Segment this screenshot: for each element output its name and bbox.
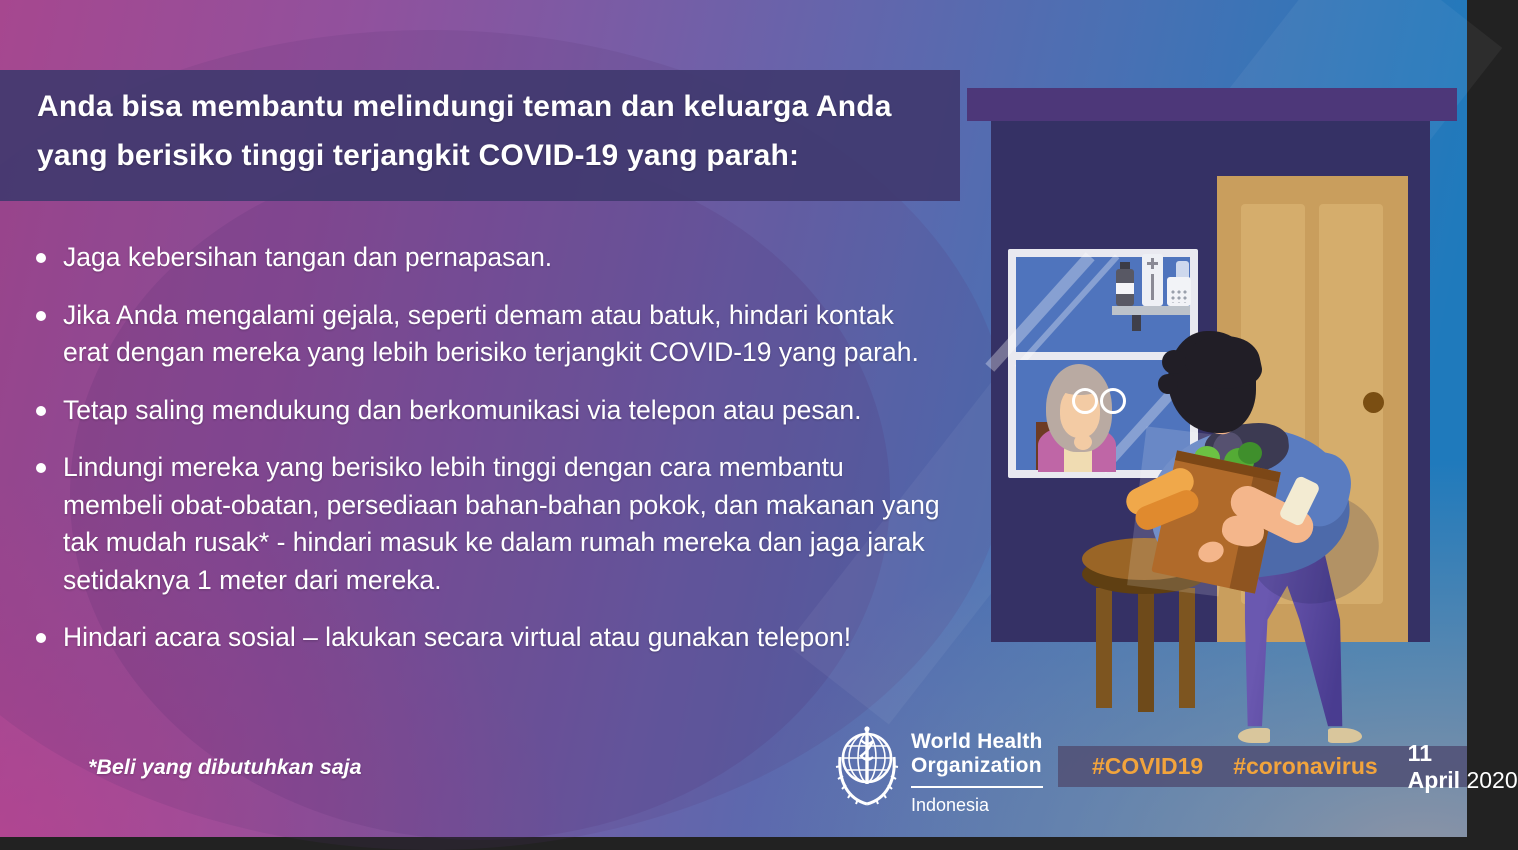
- list-item-text: Tetap saling mendukung dan berkomunikasi via telepon atau pesan.: [63, 394, 862, 425]
- shelf-bracket: [1132, 315, 1141, 331]
- bottle-label: [1116, 283, 1134, 294]
- page-title: Anda bisa membantu melindungi teman dan keluarga Anda yang berisiko tinggi terjangkit COVID-19 yang parah:: [37, 90, 892, 172]
- who-org-line2: Organization: [911, 754, 1042, 777]
- man-shoe: [1238, 728, 1270, 743]
- man-with-groceries: [1128, 330, 1398, 755]
- tube-stripe: [1151, 274, 1154, 300]
- list-item: [36, 297, 941, 372]
- list-item: [36, 392, 941, 430]
- logo-divider: [911, 786, 1043, 788]
- who-country: Indonesia: [911, 795, 990, 815]
- who-org-line1: World Health: [911, 730, 1043, 753]
- hashtag-coronavirus: #coronavirus: [1233, 753, 1378, 779]
- list-item: [36, 619, 941, 657]
- date: [1408, 740, 1518, 794]
- list-item: [36, 239, 941, 277]
- bullet-icon: [36, 406, 46, 416]
- plus-icon: [1151, 258, 1154, 269]
- pill-jar: [1167, 277, 1191, 306]
- elderly-woman-hands: [1074, 434, 1092, 450]
- who-logo-text: [911, 724, 1043, 816]
- medicine-bottle-dark: [1116, 269, 1134, 306]
- date-day: 11 April: [1407, 739, 1461, 793]
- list-item-text: Jika Anda mengalami gejala, seperti demam atau batuk, hindari kontak erat dengan mereka yang lebih berisiko terjangkit COVID-19 yang parah.: [63, 299, 919, 367]
- footer-bar: [1058, 739, 1518, 793]
- hair-curl: [1162, 350, 1186, 374]
- glasses-lens: [1100, 388, 1126, 414]
- man-shoe: [1328, 728, 1362, 743]
- bullet-icon: [36, 463, 46, 473]
- date-year: 2020: [1466, 766, 1518, 793]
- bullet-icon: [36, 633, 46, 643]
- bottle-cap: [1120, 262, 1130, 269]
- bullet-icon: [36, 311, 46, 321]
- broccoli: [1238, 442, 1262, 464]
- hashtag-covid19: #COVID19: [1092, 753, 1204, 779]
- pills: [1170, 289, 1188, 303]
- footnote: *Beli yang dibutuhkan saja: [88, 755, 362, 779]
- list-item: [36, 449, 941, 599]
- bullet-icon: [36, 253, 46, 263]
- stool-leg: [1096, 588, 1112, 708]
- house-roof: [967, 88, 1457, 121]
- medicine-tube: [1142, 254, 1163, 306]
- list-item-text: Lindungi mereka yang berisiko lebih tinggi dengan cara membantu membeli obat-obatan, persediaan bahan-bahan pokok, dan makanan yang tak mudah rusak* - hindari masuk ke dalam rumah mereka dan jaga jarak setidaknya 1 meter dari mereka.: [63, 452, 940, 595]
- header-band: [0, 70, 960, 201]
- glasses-lens: [1072, 388, 1098, 414]
- who-logo: [835, 724, 1043, 816]
- advice-list: [36, 239, 941, 677]
- list-item-text: Jaga kebersihan tangan dan pernapasan.: [63, 242, 553, 272]
- medicine-shelf: [1112, 306, 1190, 315]
- who-emblem-icon: [835, 724, 899, 810]
- hair-curl: [1158, 374, 1178, 394]
- list-item-text: Hindari acara sosial – lakukan secara virtual atau gunakan telepon!: [63, 622, 852, 652]
